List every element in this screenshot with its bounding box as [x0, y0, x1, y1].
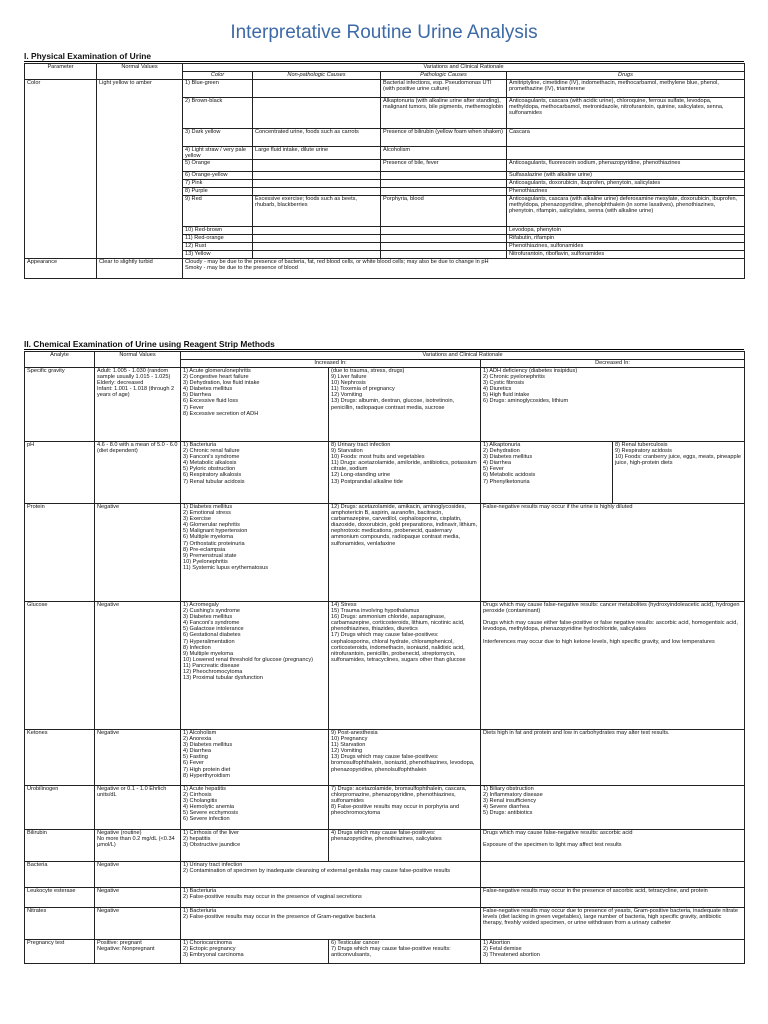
- cell-drugs: Anticoagulants, fluorescein sodium, phenazopyridine, phenothiazines: [507, 160, 745, 172]
- decreased-in: [481, 862, 745, 888]
- analyte-row: [25, 602, 745, 730]
- increased-in-a: 1) Acromegaly 2) Cushing's syndrome 3) Diabetes mellitus 4) Fanconi's syndrome 5) Galactose intolerance 6) Gestational diabetes 7) Hyperalimentation 8) Infection 9) Multiple myeloma 10) Lowered renal threshold for glucose (pregnancy) 11) Pancreatic disease 12) Pheochromocytoma 13) Proximal tubular dysfunction: [181, 602, 329, 730]
- cell-path: [381, 227, 507, 235]
- analyte-row: [25, 368, 745, 442]
- increased-in: 1) Urinary tract infection 2) Contamination of specimen by inadequate cleansing of external genitalia may cause false-positive results: [181, 862, 481, 888]
- cell-non: [253, 172, 381, 180]
- decreased-in: False-negative results may occur in the presence of ascorbic acid, tetracycline, and protein: [481, 888, 745, 908]
- cell-non: Concentrated urine, foods such as carrots: [253, 129, 381, 147]
- color-normal: Light yellow to amber: [97, 80, 183, 259]
- decreased-in: 1) Biliary obstruction 2) Inflammatory disease 3) Renal insufficiency 4) Severe diarrhea 5) Drugs: antibiotics: [481, 786, 745, 830]
- cell-color: 4) Light straw / very pale yellow: [183, 147, 253, 160]
- cell-non: [253, 160, 381, 172]
- analyte-normal: Negative: [95, 888, 181, 908]
- cell-drugs: Levodopa, phenytoin: [507, 227, 745, 235]
- cell-color: 6) Orange-yellow: [183, 172, 253, 180]
- analyte-row: [25, 908, 745, 940]
- cell-non: Excessive exercise; foods such as beets, rhubarb, blackberries: [253, 196, 381, 227]
- cell-path: Porphyria, blood: [381, 196, 507, 227]
- decreased-in: 1) ADH deficiency (diabetes insipidus) 2) Chronic pyelonephritis 3) Cystic fibrosis 4) Diuretics 5) High fluid intake 6) Drugs: aminoglycosides, lithium: [481, 368, 745, 442]
- analyte-normal: Adult: 1.005 - 1.030 (random sample usually 1.015 - 1.025) Elderly: decreased Infant: 1.001 - 1.018 (through 2 years of age): [95, 368, 181, 442]
- decreased-in: Drugs which may cause false-negative results: ascorbic acid Exposure of the specimen to light may affect test results: [481, 830, 745, 862]
- analyte-normal: Negative: [95, 908, 181, 940]
- cell-color: 2) Brown-black: [183, 98, 253, 129]
- increased-in-a: 1) Diabetes mellitus 2) Emotional stress 3) Exercise 4) Glomerular nephritis 5) Malignant hypertension 6) Multiple myeloma 7) Orthostatic proteinuria 8) Pre-eclampsia 9) Premenstrual state 10) Pyelonephritis 11) Systemic lupus erythematosus: [181, 504, 329, 602]
- cell-drugs: Cascara: [507, 129, 745, 147]
- analyte-normal: 4.6 - 8.0 with a mean of 5.0 - 6.0 (diet dependent): [95, 442, 181, 504]
- col-normal-values: Normal Values: [95, 352, 181, 368]
- analyte-name: Bilirubin: [25, 830, 95, 862]
- cell-path: [381, 235, 507, 243]
- increased-in-b: 14) Stress 15) Trauma involving hypothalamus 16) Drugs: ammonium chloride, asparaginase, carbamazepine, corticosteroids, lithium, nicotinic acid, phenothiazines, thiazides, diuretics 17) Drugs which may cause false-positives: cephalosporins, chloral hydrate, chloramphenicol, corticosteroids, indomethacin, isoniazid, nalidixic acid, nitrofurantoin, penicillin, probenecid, streptomycin, sulfonamides, tetracyclines, sugars other than glucose: [329, 602, 481, 730]
- sub-increased: Increased In:: [181, 360, 481, 368]
- col-variations: Variations and Clinical Rationale: [181, 352, 745, 360]
- cell-drugs: Phenothiazines: [507, 188, 745, 196]
- analyte-row: [25, 862, 745, 888]
- decreased-in: False-negative results may occur due to presence of yeasts, Gram-positive bacteria, inadequate nitrate levels (diet lacking in green vegetables), large number of bacteria, high specific gravity, antibiotic therapy, freshly voided specimen, or urine withdrawn from a urinary catheter: [481, 908, 745, 940]
- analyte-name: Urobilinogen: [25, 786, 95, 830]
- increased-in-a: 1) Alcoholism 2) Anorexia 3) Diabetes mellitus 4) Diarrhea 5) Fasting 6) Fever 7) High protein diet 8) Hyperthyroidism: [181, 730, 329, 786]
- color-row: [25, 80, 745, 98]
- analyte-normal: Negative: [95, 730, 181, 786]
- analyte-row: [25, 940, 745, 964]
- analyte-name: Leukocyte esterase: [25, 888, 95, 908]
- cell-color: 5) Orange: [183, 160, 253, 172]
- cell-color: 13) Yellow: [183, 251, 253, 259]
- decreased-in-b: 8) Renal tuberculosis 9) Respiratory acidosis 10) Foods: cranberry juice, eggs, meats, pineapple juice, high-protein diets: [613, 442, 745, 504]
- cell-path: Alcoholism: [381, 147, 507, 160]
- col-normal-values: Normal Values: [97, 64, 183, 80]
- increased-in-a: 1) Acute hepatitis 2) Cirrhosis 3) Cholangitis 4) Hemolytic anemia 5) Severe ecchymosis 6) Severe infection: [181, 786, 329, 830]
- cell-color: 3) Dark yellow: [183, 129, 253, 147]
- increased-in-a: 1) Choriocarcinoma 2) Ectopic pregnancy 3) Embryonal carcinoma: [181, 940, 329, 964]
- chemical-exam-table: [24, 351, 745, 964]
- analyte-name: Nitrates: [25, 908, 95, 940]
- increased-in: 1) Bacteriuria 2) False-positive results may occur in the presence of vaginal secretions: [181, 888, 481, 908]
- decreased-in: Drugs which may cause false-negative results: cancer metabolites (hydroxyindoleacetic acid), hydrogen peroxide (contaminant) Drugs which may cause either false-positive or false negative results: ascorbic acid, homogentisic acid, levodopa, methyldopa, phenazopyridine hydrochloride, salicylates Interferences may occur due to high ketone levels, high specific gravity, and low temperatures: [481, 602, 745, 730]
- analyte-row: [25, 786, 745, 830]
- section-1-heading: I. Physical Examination of Urine: [24, 52, 744, 62]
- cell-color: 11) Red-orange: [183, 235, 253, 243]
- analyte-normal: Negative: [95, 504, 181, 602]
- cell-path: [381, 243, 507, 251]
- analyte-name: Pregnancy test: [25, 940, 95, 964]
- analyte-normal: Negative or 0.1 - 1.0 Ehrlich units/dL: [95, 786, 181, 830]
- analyte-name: pH: [25, 442, 95, 504]
- appearance-text: Cloudy - may be due to the presence of bacteria, fat, red blood cells, or white blood cells; may also be due to change in pH Smoky - may be due to the presence of blood: [183, 259, 745, 279]
- cell-non: [253, 243, 381, 251]
- cell-path: Alkaptonuria (with alkaline urine after standing), malignant tumors, bile pigments, methemoglobin: [381, 98, 507, 129]
- sub-pathologic: Pathologic Causes: [381, 72, 507, 80]
- increased-in-b: 9) Post-anesthesia 10) Pregnancy 11) Starvation 12) Vomiting 13) Drugs which may cause false-positives: bromosulfophthalein, isoniazid, phenothiazines, levodopa, phenazopyridine, phenolsulfophthalein: [329, 730, 481, 786]
- cell-non: [253, 227, 381, 235]
- cell-drugs: [507, 147, 745, 160]
- cell-drugs: Amitriptyline, cimetidine (IV), indomethacin, methocarbamol, methylene blue, phenol, promethazine (IV), triamterene: [507, 80, 745, 98]
- analyte-row: [25, 830, 745, 862]
- appearance-label: Appearance: [25, 259, 97, 279]
- sub-color: Color: [183, 72, 253, 80]
- decreased-in-a: 1) Alkaptonuria 2) Dehydration 3) Diabetes mellitus 4) Diarrhea 5) Fever 6) Metabolic acidosis 7) Phenylketonuria: [481, 442, 613, 504]
- decreased-in: 1) Abortion 2) Fetal demise 3) Threatened abortion: [481, 940, 745, 964]
- cell-non: Large fluid intake, dilute urine: [253, 147, 381, 160]
- cell-drugs: Nitrofurantoin, riboflavin, sulfonamides: [507, 251, 745, 259]
- page-title: Interpretative Routine Urine Analysis: [230, 22, 538, 43]
- cell-drugs: Rifabutin, rifampin: [507, 235, 745, 243]
- cell-non: [253, 235, 381, 243]
- analyte-name: Glucose: [25, 602, 95, 730]
- cell-color: 9) Red: [183, 196, 253, 227]
- cell-path: [381, 172, 507, 180]
- cell-non: [253, 188, 381, 196]
- increased-in-a: 1) Cirrhosis of the liver 2) hepatitis 3) Obstructive jaundice: [181, 830, 329, 862]
- analyte-normal: Negative (routine) No more than 0.2 mg/dL (<0.34 µmol/L): [95, 830, 181, 862]
- cell-path: Presence of bile, fever: [381, 160, 507, 172]
- cell-non: [253, 80, 381, 98]
- decreased-in: Diets high in fat and protein and low in carbohydrates may alter test results.: [481, 730, 745, 786]
- cell-path: [381, 180, 507, 188]
- increased-in-b: 12) Drugs: acetazolamide, amikacin, aminoglycosides, amphotericin B, aspirin, auranofin, bacitracin, carbamazepine, carvedilol, cephalosporins, cisplatin, diazoxide, doxorubicin, gold preparations, indinavir, lithium, nephrotoxic medications, probenecid, quaternary ammonium compounds, radiopaque contrast media, sulfonamides, venlafaxine: [329, 504, 481, 602]
- analyte-normal: Positive: pregnant Negative: Nonpregnant: [95, 940, 181, 964]
- cell-color: 1) Blue-green: [183, 80, 253, 98]
- cell-color: 10) Red-brown: [183, 227, 253, 235]
- physical-exam-table: [24, 63, 745, 279]
- col-analyte: Analyte: [25, 352, 95, 368]
- increased-in: 1) Bacteriuria 2) False-positive results may occur in the presence of Gram-negative bacteria: [181, 908, 481, 940]
- cell-path: [381, 251, 507, 259]
- col-parameter: Parameter: [25, 64, 97, 80]
- sub-drugs: Drugs: [507, 72, 745, 80]
- increased-in-b: 6) Testicular cancer 7) Drugs which may cause false-positive results: anticonvulsants,: [329, 940, 481, 964]
- cell-color: 8) Purple: [183, 188, 253, 196]
- increased-in-b: 7) Drugs: acetazolamide, bromsulfophthalein, cascara, chlorpromazine, phenazopyridine, phenothiazines, sulfonamides 8) False-positive results may occur in porphyria and pheochromocytoma: [329, 786, 481, 830]
- analyte-row: [25, 730, 745, 786]
- analyte-normal: Negative: [95, 602, 181, 730]
- cell-non: [253, 98, 381, 129]
- increased-in-a: 1) Bacteriuria 2) Chronic renal failure 3) Fanconi's syndrome 4) Metabolic alkalosis 5) Pyloric obstruction 6) Respiratory alkalosis 7) Renal tubular acidosis: [181, 442, 329, 504]
- cell-non: [253, 180, 381, 188]
- cell-drugs: Anticoagulants, cascara (with acidic urine), chloroquine, ferrous sulfate, levodopa, methyldopa, methocarbamol, metronidazole, nitrofurantoin, quinine, salicylates, senna, sulfonamides: [507, 98, 745, 129]
- cell-path: Presence of bilirubin (yellow foam when shaken): [381, 129, 507, 147]
- increased-in-b: 8) Urinary tract infection 9) Starvation 10) Foods: most fruits and vegetables 11) Drugs: acetazolamide, amiloride, antibiotics, potassium citrate, sodium 12) Long-standing urine 13) Postprandial alkaline tide: [329, 442, 481, 504]
- cell-path: Bacterial infections, esp. Pseudomonas UTI (with positive urine culture): [381, 80, 507, 98]
- color-label: Color: [25, 80, 97, 259]
- increased-in-a: 1) Acute glomerulonephritis 2) Congestive heart failure 3) Dehydration, low fluid intake 4) Diabetes mellitus 5) Diarrhea 6) Excessive fluid loss 7) Fever 8) Excessive secretion of ADH: [181, 368, 329, 442]
- increased-in-b: 4) Drugs which may cause false-positives: phenazopyridine, phenothiazines, salicylates: [329, 830, 481, 862]
- cell-non: [253, 251, 381, 259]
- analyte-normal: Negative: [95, 862, 181, 888]
- analyte-name: Ketones: [25, 730, 95, 786]
- cell-color: 12) Rust: [183, 243, 253, 251]
- section-2-heading: II. Chemical Examination of Urine using Reagent Strip Methods: [24, 340, 744, 350]
- increased-in-b: (due to trauma, stress, drugs) 9) Liver failure 10) Nephrosis 11) Toxemia of pregnancy 12) Vomiting 13) Drugs: albumin, dextran, glucose, isotretinoin, penicillin, radiopaque contrast media, sucrose: [329, 368, 481, 442]
- cell-drugs: Anticoagulants, cascara (with alkaline urine) deferoxamine mesylate, doxorubicin, ibuprofen, methyldopa, phenazopyridine, phenolphthalein (in some laxatives), phenothiazines, phenytoin, rifampin, salicylates, senna (with alkaline urine): [507, 196, 745, 227]
- cell-drugs: Sulfasalazine (with alkaline urine): [507, 172, 745, 180]
- cell-drugs: Anticoagulants, doxorubicin, ibuprofen, phenytoin, salicylates: [507, 180, 745, 188]
- col-variations: Variations and Clinical Rationale: [183, 64, 745, 72]
- decreased-in: False-negative results may occur if the urine is highly diluted: [481, 504, 745, 602]
- analyte-name: Bacteria: [25, 862, 95, 888]
- analyte-row: [25, 442, 745, 504]
- cell-color: 7) Pink: [183, 180, 253, 188]
- analyte-row: [25, 504, 745, 602]
- appearance-normal: Clear to slightly turbid: [97, 259, 183, 279]
- cell-path: [381, 188, 507, 196]
- sub-nonpathologic: Non-pathologic Causes: [253, 72, 381, 80]
- cell-drugs: Phenothiazines, sulfonamides: [507, 243, 745, 251]
- analyte-name: Specific gravity: [25, 368, 95, 442]
- sub-decreased: Decreased In:: [481, 360, 745, 368]
- analyte-row: [25, 888, 745, 908]
- analyte-name: Protein: [25, 504, 95, 602]
